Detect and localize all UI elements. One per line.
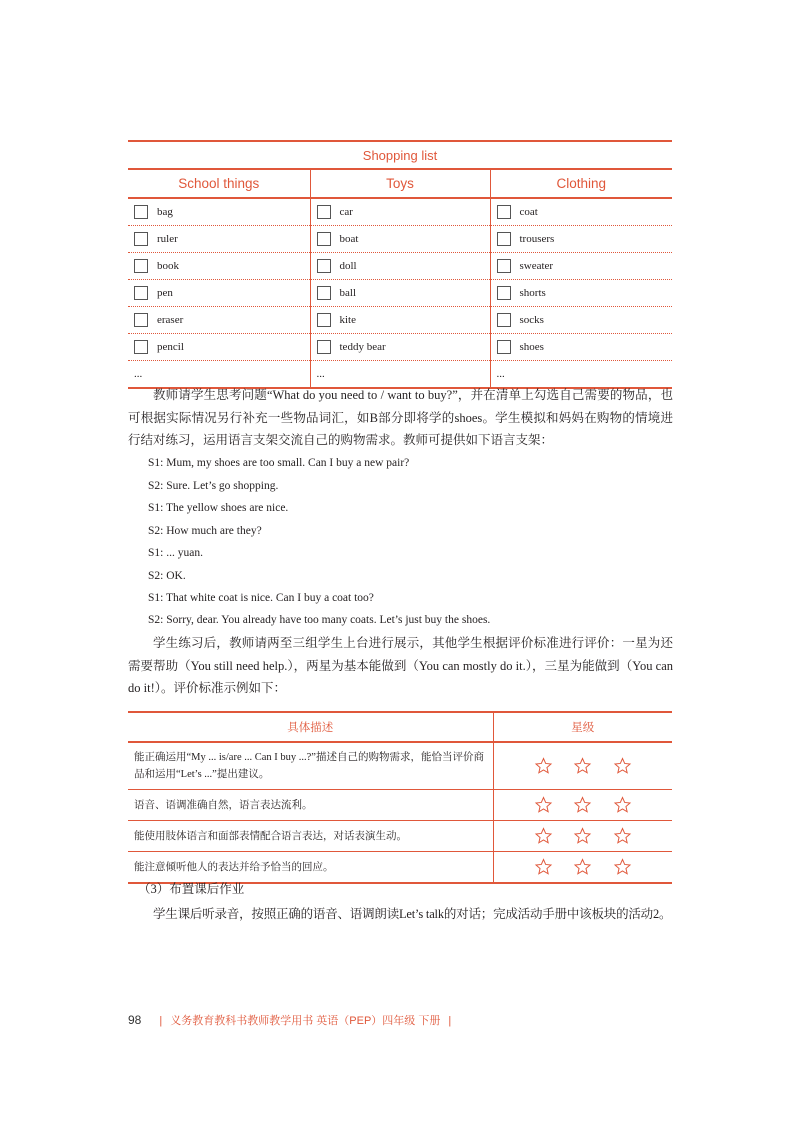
book-title: 义务教育教科书教师教学用书 [170, 1015, 314, 1027]
item-label: shoes [519, 341, 544, 353]
subject-label: 英语（PEP）四年级 [316, 1015, 416, 1027]
star-icon[interactable] [534, 827, 553, 845]
dialogue-line: S2: How much are they? [148, 525, 262, 537]
criterion-text: 能正确运用“My ... is/are ... Can I buy ...?”描述自己的购物需求，能恰当评价商品和运用“Let’s ...”提出建议。 [128, 742, 493, 790]
checkbox[interactable] [134, 259, 148, 273]
checkbox[interactable] [134, 313, 148, 327]
star-icon[interactable] [573, 796, 592, 814]
star-icon[interactable] [534, 757, 553, 775]
checkbox[interactable] [317, 313, 331, 327]
checkbox[interactable] [134, 340, 148, 354]
item-label: eraser [157, 314, 184, 326]
star-icon[interactable] [534, 858, 553, 876]
more-items: ... [316, 368, 325, 380]
star-icon[interactable] [573, 757, 592, 775]
column-header-toys: Toys [310, 169, 490, 198]
item-label: coat [519, 206, 538, 218]
table-row [128, 253, 672, 280]
item-label: book [157, 260, 179, 272]
checkbox[interactable] [317, 205, 331, 219]
item-label: boat [339, 233, 359, 245]
checkbox[interactable] [497, 232, 511, 246]
column-header-clothing: Clothing [490, 169, 672, 198]
checkbox[interactable] [497, 205, 511, 219]
intro-paragraph: 教师请学生思考问题“What do you need to / want to buy?”，并在清单上勾选自己需要的物品，也可根据实际情况另行补充一些物品词汇，如B部分即将学的shoes。学生模拟和妈妈在购物的情境进行结对练习，运用语言支架交流自己的购物需求。教师可提供如下语言支架： [128, 388, 673, 447]
checkbox[interactable] [134, 232, 148, 246]
more-items: ... [496, 368, 505, 380]
table-row [128, 226, 672, 253]
item-label: socks [519, 314, 544, 326]
item-label: shorts [519, 287, 546, 299]
evaluation-paragraph: 学生练习后，教师请两至三组学生上台进行展示，其他学生根据评价标准进行评价：一星为还需要帮助（You still need help.），两星为基本能做到（You can mostly do it.），三星为能做到（You can do it!）。评价标准示例如下： [128, 636, 673, 695]
checkbox[interactable] [134, 286, 148, 300]
checkbox[interactable] [317, 286, 331, 300]
star-icon[interactable] [613, 796, 632, 814]
star-icon[interactable] [573, 858, 592, 876]
homework-heading: （3）布置课后作业 [138, 882, 245, 896]
star-rating[interactable] [493, 821, 672, 852]
star-icon[interactable] [613, 757, 632, 775]
item-label: pencil [157, 341, 184, 353]
evaluation-table [128, 711, 672, 884]
column-header-school-things: School things [128, 169, 310, 198]
star-rating[interactable] [493, 742, 672, 790]
checkbox[interactable] [317, 232, 331, 246]
checkbox[interactable] [497, 313, 511, 327]
criterion-text: 能使用肢体语言和面部表情配合语言表达，对话表演生动。 [128, 821, 493, 852]
dialogue-line: S1: The yellow shoes are nice. [148, 502, 289, 514]
star-icon[interactable] [534, 796, 553, 814]
checkbox[interactable] [134, 205, 148, 219]
dialogue-line: S2: OK. [148, 570, 186, 582]
footer-separator: | [159, 1015, 163, 1027]
column-header-description: 具体描述 [128, 712, 493, 742]
dialogue-line: S2: Sure. Let’s go shopping. [148, 480, 279, 492]
dialogue-line: S1: Mum, my shoes are too small. Can I buy a new pair? [148, 457, 410, 469]
shopping-list-table [128, 140, 672, 389]
more-items: ... [134, 368, 143, 380]
checkbox[interactable] [497, 286, 511, 300]
table-row [128, 280, 672, 307]
criterion-text: 能注意倾听他人的表达并给予恰当的回应。 [128, 852, 493, 884]
criterion-text: 语音、语调准确自然，语言表达流利。 [128, 790, 493, 821]
checkbox[interactable] [317, 259, 331, 273]
item-label: kite [339, 314, 356, 326]
checkbox[interactable] [317, 340, 331, 354]
item-label: doll [339, 260, 357, 272]
column-header-stars: 星级 [493, 712, 672, 742]
star-rating[interactable] [493, 790, 672, 821]
shopping-list-title: Shopping list [128, 141, 672, 169]
star-icon[interactable] [613, 858, 632, 876]
dialogue-line: S2: Sorry, dear. You already have too many coats. Let’s just buy the shoes. [148, 614, 491, 626]
table-row [128, 307, 672, 334]
table-row [128, 198, 672, 226]
item-label: trousers [519, 233, 555, 245]
checkbox[interactable] [497, 259, 511, 273]
dialogue-line: S1: ... yuan. [148, 547, 203, 559]
item-label: ruler [157, 233, 178, 245]
item-label: ball [339, 287, 356, 299]
footer-separator: | [448, 1015, 452, 1027]
table-row [128, 790, 672, 821]
item-label: teddy bear [339, 341, 386, 353]
item-label: pen [157, 287, 173, 299]
term-label: 下册 [418, 1015, 441, 1027]
item-label: bag [157, 206, 173, 218]
dialogue-line: S1: That white coat is nice. Can I buy a coat too? [148, 592, 374, 604]
checkbox[interactable] [497, 340, 511, 354]
item-label: car [339, 206, 353, 218]
homework-text: 学生课后听录音，按照正确的语音、语调朗读Let’s talk的对话；完成活动手册中该板块的活动2。 [153, 907, 672, 921]
star-icon[interactable] [613, 827, 632, 845]
page-number: 98 [128, 1013, 142, 1027]
table-row [128, 742, 672, 790]
item-label: sweater [519, 260, 554, 272]
table-row [128, 334, 672, 361]
page-footer [128, 1012, 459, 1028]
table-row [128, 821, 672, 852]
star-icon[interactable] [573, 827, 592, 845]
